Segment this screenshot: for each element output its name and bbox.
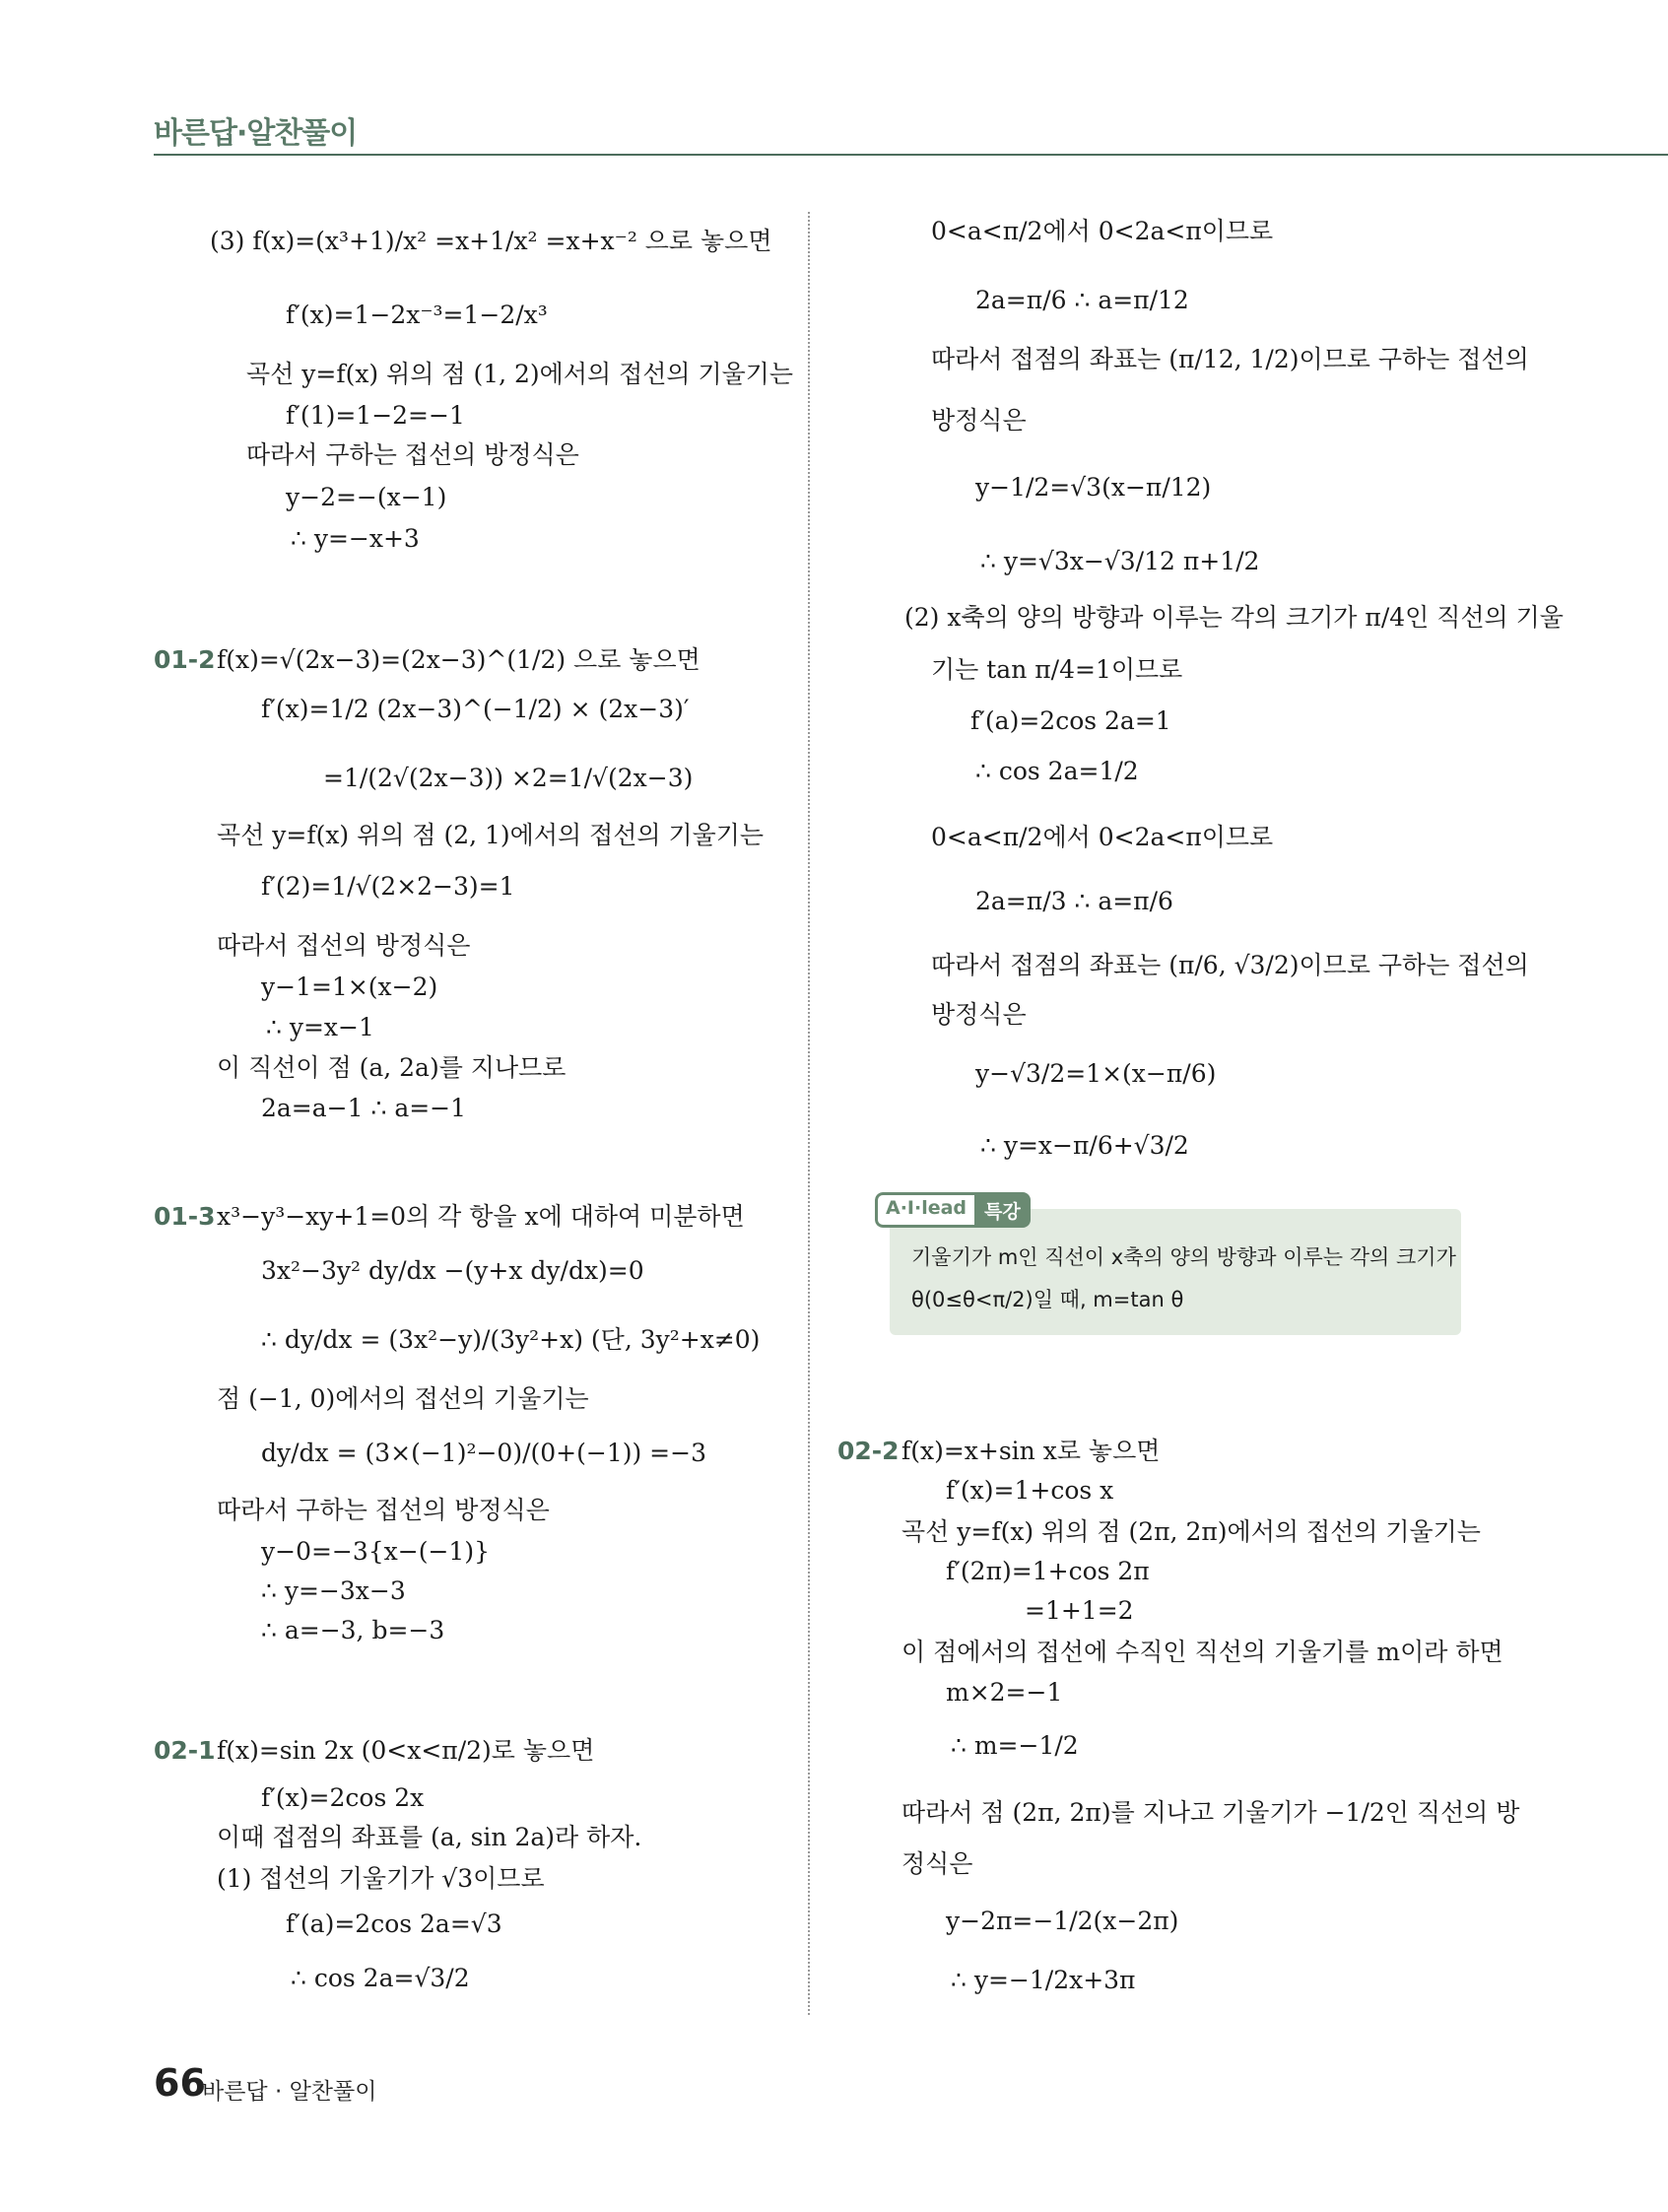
- problem-label-01-2: 01-2: [154, 645, 216, 674]
- math-line: y−2=−(x−1): [286, 483, 447, 511]
- math-line: ∴ dy/dx = (3x²−y)/(3y²+x) (단, 3y²+x≠0): [261, 1325, 761, 1354]
- problem-label-02-1: 02-1: [154, 1736, 216, 1765]
- text-line: (3) f(x)=(x³+1)/x² =x+1/x² =x+x⁻² 으로 놓으면: [210, 227, 772, 255]
- math-line: ∴ cos 2a=1/2: [975, 757, 1139, 785]
- header-rule: [154, 154, 1668, 156]
- footer-title: 바른답 · 알찬풀이: [202, 2079, 377, 2105]
- text-line: (1) 접선의 기울기가 √3이므로: [217, 1864, 545, 1893]
- text-line: 따라서 점 (2π, 2π)를 지나고 기울기가 −1/2인 직선의 방: [901, 1798, 1520, 1827]
- math-line: y−√3/2=1×(x−π/6): [975, 1059, 1217, 1088]
- math-line: f′(2)=1/√(2×2−3)=1: [261, 872, 515, 901]
- math-line: f′(x)=1−2x⁻³=1−2/x³: [286, 301, 548, 329]
- math-line: ∴ y=√3x−√3/12 π+1/2: [980, 547, 1260, 575]
- math-line: =1+1=2: [1025, 1596, 1134, 1625]
- math-line: y−0=−3{x−(−1)}: [261, 1537, 490, 1566]
- text-line: 방정식은: [931, 406, 1027, 435]
- math-line: y−2π=−1/2(x−2π): [946, 1907, 1179, 1935]
- math-line: f′(x)=1+cos x: [946, 1476, 1114, 1505]
- math-line: dy/dx = (3×(−1)²−0)/(0+(−1)) =−3: [261, 1439, 706, 1467]
- page-number: 66: [154, 2061, 206, 2105]
- math-line: f′(x)=2cos 2x: [261, 1783, 425, 1812]
- text-line: 이 점에서의 접선에 수직인 직선의 기울기를 m이라 하면: [901, 1638, 1503, 1666]
- tip-kind: 특강: [974, 1192, 1031, 1228]
- math-line: 0<a<π/2에서 0<2a<π이므로: [931, 217, 1274, 245]
- column-divider: [808, 212, 810, 2015]
- problem-label-01-3: 01-3: [154, 1202, 216, 1231]
- header-title: 바른답·알찬풀이: [154, 116, 358, 151]
- text-line: f(x)=x+sin x로 놓으면: [901, 1437, 1161, 1465]
- math-line: 2a=π/3 ∴ a=π/6: [975, 887, 1173, 915]
- math-line: ∴ m=−1/2: [951, 1731, 1079, 1760]
- text-line: 따라서 접점의 좌표는 (π/6, √3/2)이므로 구하는 접선의: [931, 951, 1529, 979]
- math-line: ∴ y=−3x−3: [261, 1576, 406, 1605]
- math-line: y−1=1×(x−2): [261, 972, 438, 1001]
- math-line: f′(x)=1/2 (2x−3)^(−1/2) × (2x−3)′: [261, 695, 690, 723]
- math-line: f′(a)=2cos 2a=1: [970, 706, 1171, 735]
- text-line: 곡선 y=f(x) 위의 점 (2π, 2π)에서의 접선의 기울기는: [901, 1517, 1481, 1546]
- tip-line: θ(0≤θ<π/2)일 때, m=tan θ: [911, 1288, 1184, 1311]
- text-line: 따라서 접선의 방정식은: [217, 931, 471, 960]
- math-line: ∴ cos 2a=√3/2: [291, 1964, 470, 1992]
- math-line: 3x²−3y² dy/dx −(y+x dy/dx)=0: [261, 1256, 644, 1285]
- math-line: ∴ y=−x+3: [291, 524, 420, 553]
- math-line: f′(a)=2cos 2a=√3: [286, 1910, 502, 1938]
- text-line: 따라서 구하는 접선의 방정식은: [217, 1496, 550, 1524]
- text-line: f(x)=√(2x−3)=(2x−3)^(1/2) 으로 놓으면: [217, 645, 701, 674]
- text-line: 점 (−1, 0)에서의 접선의 기울기는: [217, 1384, 589, 1413]
- math-line: =1/(2√(2x−3)) ×2=1/√(2x−3): [323, 764, 694, 792]
- math-line: ∴ a=−3, b=−3: [261, 1616, 445, 1644]
- math-line: m×2=−1: [946, 1678, 1063, 1707]
- tip-tag: [875, 1192, 1031, 1228]
- math-line: 0<a<π/2에서 0<2a<π이므로: [931, 823, 1274, 851]
- math-line: ∴ y=−1/2x+3π: [951, 1966, 1136, 1994]
- tip-line: 기울기가 m인 직선이 x축의 양의 방향과 이루는 각의 크기가: [911, 1245, 1456, 1269]
- text-line: 이 직선이 점 (a, 2a)를 지나므로: [217, 1053, 567, 1082]
- tip-brand: A·I·lead: [875, 1192, 974, 1228]
- text-line: f(x)=sin 2x (0<x<π/2)로 놓으면: [217, 1736, 595, 1765]
- text-line: x³−y³−xy+1=0의 각 항을 x에 대하여 미분하면: [217, 1202, 745, 1231]
- text-line: 곡선 y=f(x) 위의 점 (1, 2)에서의 접선의 기울기는: [246, 360, 794, 388]
- text-line: 이때 접점의 좌표를 (a, sin 2a)라 하자.: [217, 1823, 642, 1851]
- text-line: 기는 tan π/4=1이므로: [931, 655, 1183, 684]
- math-line: ∴ y=x−1: [266, 1013, 374, 1041]
- math-line: f′(1)=1−2=−1: [286, 401, 465, 430]
- math-line: 2a=a−1 ∴ a=−1: [261, 1094, 467, 1122]
- math-line: y−1/2=√3(x−π/12): [975, 473, 1212, 502]
- math-line: ∴ y=x−π/6+√3/2: [980, 1131, 1189, 1160]
- math-line: 2a=π/6 ∴ a=π/12: [975, 286, 1189, 314]
- text-line: 곡선 y=f(x) 위의 점 (2, 1)에서의 접선의 기울기는: [217, 821, 765, 849]
- text-line: (2) x축의 양의 방향과 이루는 각의 크기가 π/4인 직선의 기울: [904, 603, 1564, 632]
- text-line: 따라서 구하는 접선의 방정식은: [246, 440, 579, 469]
- math-line: f′(2π)=1+cos 2π: [946, 1557, 1150, 1585]
- problem-label-02-2: 02-2: [837, 1437, 900, 1465]
- text-line: 따라서 접점의 좌표는 (π/12, 1/2)이므로 구하는 접선의: [931, 345, 1529, 373]
- text-line: 방정식은: [931, 1000, 1027, 1029]
- tip-box: [890, 1209, 1461, 1335]
- text-line: 정식은: [901, 1849, 973, 1878]
